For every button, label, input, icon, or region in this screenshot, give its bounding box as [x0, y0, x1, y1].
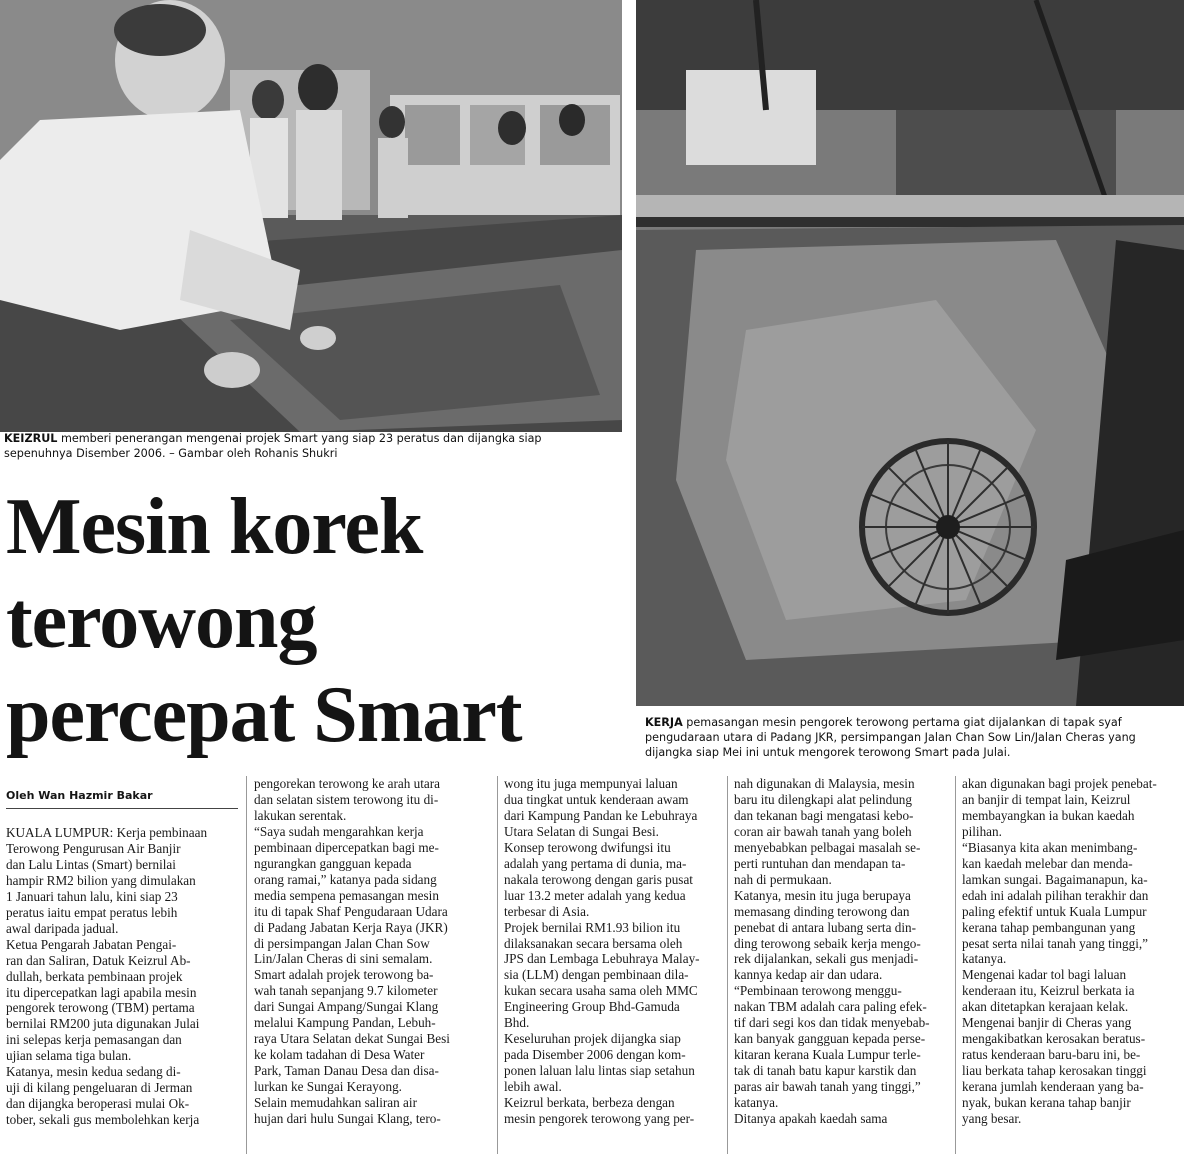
article-line: memasang dinding terowong dan: [734, 903, 910, 919]
article-line: Park, Taman Danau Desa dan disa-: [254, 1063, 439, 1079]
article-line: ponen laluan lalu lintas siap setahun: [504, 1063, 695, 1079]
article-line: baru itu dilengkapi alat pelindung: [734, 791, 912, 807]
article-line: Selain memudahkan saliran air: [254, 1095, 417, 1111]
article-line: nah digunakan di Malaysia, mesin: [734, 776, 915, 791]
article-line: “Pembinaan terowong menggu-: [734, 983, 902, 999]
caption-lead: KERJA: [645, 716, 683, 729]
article-line: lamkan sungai. Bagaimanapun, ka-: [962, 871, 1148, 887]
article-line: dari Sungai Ampang/Sungai Klang: [254, 999, 439, 1015]
article-line: Utara Selatan di Sungai Besi.: [504, 823, 659, 839]
article-line: Keizrul berkata, berbeza dengan: [504, 1095, 675, 1111]
article-line: pada Disember 2006 dengan kom-: [504, 1047, 686, 1063]
caption-line: sepenuhnya Disember 2006. – Gambar oleh Rohanis Shukri: [4, 447, 338, 460]
article-line: mengakibatkan kerosakan beratus-: [962, 1031, 1146, 1047]
article-line: an banjir di tempat lain, Keizrul: [962, 791, 1131, 807]
article-column-4: [734, 776, 930, 1127]
article-line: Konsep terowong dwifungsi itu: [504, 839, 671, 855]
article-line: lebih awal.: [504, 1079, 562, 1095]
caption-model-briefing: [4, 431, 622, 461]
article-line: itu di tapak Shaf Pengudaraan Udara: [254, 903, 448, 919]
article-line: ujian selama tiga bulan.: [6, 1048, 132, 1064]
article-line: dari Kampung Pandan ke Lebuhraya: [504, 807, 698, 823]
article-line: kannya kedap air dan udara.: [734, 967, 883, 983]
article-line: Mengenai kadar tol bagi laluan: [962, 967, 1127, 983]
article-line: dan tekanan bagi mengatasi kebo-: [734, 807, 914, 823]
article-line: pengorekan terowong ke arah utara: [254, 776, 441, 791]
article-line: sia (LLM) dengan pembinaan dila-: [504, 967, 689, 983]
article-line: paling efektif untuk Kuala Lumpur: [962, 903, 1147, 919]
article-column-3: [504, 776, 700, 1127]
headline-line: terowong: [6, 577, 317, 665]
caption-text: memberi penerangan mengenai projek Smart yang siap 23 peratus dan dijangka siap: [57, 432, 542, 445]
article-line: dan selatan sistem terowong itu di-: [254, 791, 439, 807]
article-line: menyebabkan pelbagai masalah se-: [734, 839, 921, 855]
column-divider: [727, 776, 728, 1154]
article-line: wong itu juga mempunyai laluan: [504, 776, 678, 791]
column-divider: [497, 776, 498, 1154]
article-line: peratus iaitu empat peratus lebih: [6, 904, 178, 920]
caption-tunnel-site: [645, 715, 1185, 760]
article-line: tober, sekali gus membolehkan kerja: [6, 1112, 200, 1128]
article-line: wah tanah sepanjang 9.7 kilometer: [254, 983, 438, 999]
photo-tunnel-site-image: [636, 0, 1184, 706]
article-line: Projek bernilai RM1.93 bilion itu: [504, 919, 681, 935]
article-column-2: [254, 776, 450, 1127]
article-line: dilaksanakan secara bersama oleh: [504, 935, 683, 951]
article-line: 1 Januari tahun lalu, kini siap 23: [6, 888, 178, 904]
headline: [6, 480, 628, 762]
article-line: itu dipercepatkan lagi apabila mesin: [6, 984, 197, 1000]
article-line: katanya.: [962, 951, 1007, 967]
article-line: di Padang Jabatan Kerja Raya (JKR): [254, 919, 448, 935]
article-line: JPS dan Lembaga Lebuhraya Malay-: [504, 951, 700, 967]
article-line: raya Utara Selatan dekat Sungai Besi: [254, 1031, 450, 1047]
article-line: kerana jumlah kenderaan yang ba-: [962, 1079, 1144, 1095]
article-line: ini selepas kerja pemasangan dan: [6, 1032, 182, 1048]
article-line: ke kolam tadahan di Desa Water: [254, 1047, 425, 1063]
byline: Oleh Wan Hazmir Bakar: [6, 789, 153, 802]
article-line: pilihan.: [962, 823, 1002, 839]
article-line: Katanya, mesin itu juga berupaya: [734, 887, 911, 903]
article-line: yang besar.: [962, 1111, 1022, 1127]
article-line: dan Lalu Lintas (Smart) bernilai: [6, 856, 176, 872]
article-line: paras air bawah tanah yang tinggi,”: [734, 1079, 921, 1095]
headline-line: Mesin korek: [6, 483, 423, 571]
article-line: ngurangkan gangguan kepada: [254, 855, 412, 871]
column-divider: [955, 776, 956, 1154]
article-line: ran dan Saliran, Datuk Keizrul Ab-: [6, 952, 191, 968]
article-line: Terowong Pengurusan Air Banjir: [6, 840, 181, 856]
article-line: terbesar di Asia.: [504, 903, 590, 919]
article-line: pembinaan dipercepatkan bagi me-: [254, 839, 439, 855]
article-line: coran air bawah tanah yang boleh: [734, 823, 912, 839]
article-line: kukan secara usaha sama oleh MMC: [504, 983, 698, 999]
article-line: ding terowong sebaik kerja mengo-: [734, 935, 921, 951]
article-line: Katanya, mesin kedua sedang di-: [6, 1064, 181, 1080]
article-line: dullah, berkata pembinaan projek: [6, 968, 183, 984]
article-line: orang ramai,” katanya pada sidang: [254, 871, 437, 887]
article-line: “Saya sudah mengarahkan kerja: [254, 823, 424, 839]
article-line: luar 13.2 meter adalah yang kedua: [504, 887, 686, 903]
article-line: pesat serta nilai tanah yang tinggi,”: [962, 935, 1149, 951]
article-line: perti runtuhan dan mendapan ta-: [734, 855, 906, 871]
caption-line: [645, 715, 1185, 730]
article-line: Bhd.: [504, 1015, 530, 1031]
article-line: ratus kenderaan baru-baru ini, be-: [962, 1047, 1141, 1063]
article-line: penebat di antara lubang serta din-: [734, 919, 916, 935]
caption-line: [4, 431, 622, 446]
article-column-1: [6, 825, 207, 1128]
article-line: melalui Kampung Pandan, Lebuh-: [254, 1015, 436, 1031]
article-line: media sempena pemasangan mesin: [254, 887, 439, 903]
caption-line: pengudaraan utara di Padang JKR, persimpangan Jalan Chan Sow Lin/Jalan Cheras yang: [645, 731, 1136, 744]
article-line: edah ini adalah pilihan terakhir dan: [962, 887, 1149, 903]
article-line: hampir RM2 bilion yang dimulakan: [6, 872, 196, 888]
article-line: Lin/Jalan Cheras di sini semalam.: [254, 951, 433, 967]
caption-text: pemasangan mesin pengorek terowong pertama giat dijalankan di tapak syaf: [682, 716, 1122, 729]
article-line: mesin pengorek terowong yang per-: [504, 1111, 695, 1127]
article-line: nah di permukaan.: [734, 871, 832, 887]
article-line: pengorek terowong (TBM) pertama: [6, 1000, 195, 1016]
article-line: tak di tanah batu kapur karstik dan: [734, 1063, 917, 1079]
article-line: awal daripada jadual.: [6, 920, 119, 936]
article-line: dan dijangka beroperasi mulai Ok-: [6, 1096, 190, 1112]
article-line: bernilai RM200 juta digunakan Julai: [6, 1016, 200, 1032]
article-line: nakan TBM adalah cara paling efek-: [734, 999, 927, 1015]
article-line: kitaran kerana Kuala Lumpur terle-: [734, 1047, 921, 1063]
article-line: Ditanya apakah kaedah sama: [734, 1111, 888, 1127]
caption-line: dijangka siap Mei ini untuk mengorek terowong Smart pada Julai.: [645, 746, 1011, 759]
byline-rule: [6, 808, 238, 809]
article-line: akan digunakan bagi projek penebat-: [962, 776, 1157, 791]
article-line: KUALA LUMPUR: Kerja pembinaan: [6, 825, 208, 840]
article-line: Mengenai banjir di Cheras yang: [962, 1015, 1132, 1031]
article-line: membayangkan ia bukan kaedah: [962, 807, 1135, 823]
article-line: nakala terowong dengan garis pusat: [504, 871, 693, 887]
article-line: Engineering Group Bhd-Gamuda: [504, 999, 680, 1015]
article-line: liau berkata tahap kerosakan tinggi: [962, 1063, 1147, 1079]
article-line: tif dari segi kos dan tidak menyebab-: [734, 1015, 930, 1031]
article-line: kan kaedah melebar dan menda-: [962, 855, 1133, 871]
article-line: Ketua Pengarah Jabatan Pengai-: [6, 936, 177, 952]
photo-tunnel-site: [636, 0, 1184, 706]
photo-model-briefing-image: [0, 0, 622, 432]
article-line: hujan dari hulu Sungai Klang, tero-: [254, 1111, 441, 1127]
article-line: rek dijalankan, sekali gus menjadi-: [734, 951, 919, 967]
article-line: nyak, bukan kerana tahap banjir: [962, 1095, 1131, 1111]
article-line: lakukan serentak.: [254, 807, 347, 823]
article-line: adalah yang pertama di dunia, ma-: [504, 855, 687, 871]
column-divider: [246, 776, 247, 1154]
article-line: lurkan ke Sungai Kerayong.: [254, 1079, 402, 1095]
article-line: katanya.: [734, 1095, 779, 1111]
article-line: Keseluruhan projek dijangka siap: [504, 1031, 681, 1047]
article-line: dua tingkat untuk kenderaan awam: [504, 791, 689, 807]
article-line: uji di kilang pengeluaran di Jerman: [6, 1080, 193, 1096]
article-column-5: [962, 776, 1157, 1127]
headline-line: percepat Smart: [6, 671, 522, 759]
article-line: “Biasanya kita akan menimbang-: [962, 839, 1138, 855]
article-line: kerana tahap pembangunan yang: [962, 919, 1136, 935]
photo-model-briefing: [0, 0, 622, 432]
article-line: akan ditetapkan kerajaan kelak.: [962, 999, 1129, 1015]
article-line: di persimpangan Jalan Chan Sow: [254, 935, 430, 951]
article-line: kan banyak gangguan kepada perse-: [734, 1031, 926, 1047]
article-line: kenderaan itu, Keizrul berkata ia: [962, 983, 1135, 999]
article-line: Smart adalah projek terowong ba-: [254, 967, 434, 983]
caption-lead: KEIZRUL: [4, 432, 58, 445]
